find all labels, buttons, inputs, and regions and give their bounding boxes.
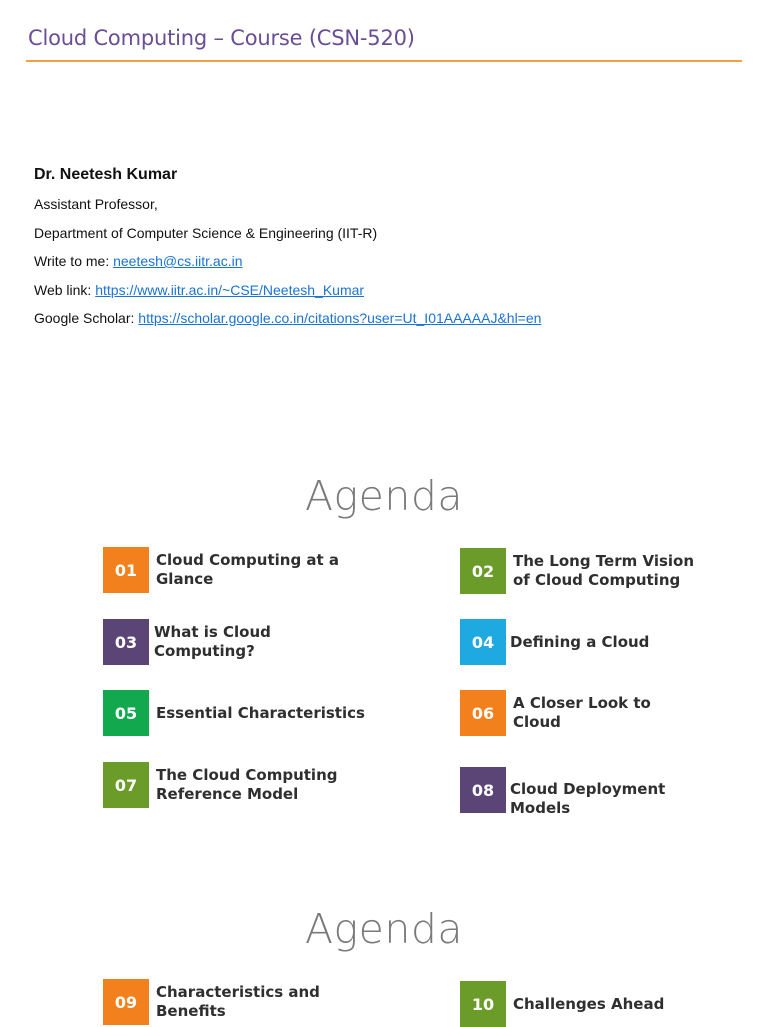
agenda-item <box>103 979 326 1025</box>
scholar-line <box>34 304 541 333</box>
agenda-item-label: Challenges Ahead <box>513 994 665 1013</box>
agenda-item <box>103 619 284 665</box>
agenda-number-badge: 08 <box>460 767 506 813</box>
agenda-number-badge: 02 <box>460 548 506 594</box>
scholar-link[interactable]: https://scholar.google.co.in/citations?user=Ut_I01AAAAAJ&hl=en <box>138 310 542 326</box>
agenda-item <box>460 548 713 594</box>
author-name: Dr. Neetesh Kumar <box>34 166 178 183</box>
agenda-item-label: Cloud Deployment Models <box>510 780 666 817</box>
agenda-heading: Agenda <box>304 905 463 953</box>
title-underline <box>26 60 742 62</box>
agenda-item <box>103 762 356 808</box>
agenda-number-badge: 04 <box>460 619 506 665</box>
author-department: Department of Computer Science & Engineering (IIT-R) <box>34 224 378 241</box>
agenda-number-badge: 03 <box>103 619 149 665</box>
agenda-item-label: Defining a Cloud <box>510 632 650 651</box>
agenda-item-label: Essential Characteristics <box>156 703 365 722</box>
agenda-number-badge: 09 <box>103 979 149 1025</box>
page-title: Cloud Computing – Course (CSN-520) <box>28 26 415 50</box>
agenda-number-badge: 01 <box>103 547 149 593</box>
agenda-item <box>460 690 653 736</box>
email-label: Write to me: <box>34 253 114 269</box>
agenda-item-label: A Closer Look to Cloud <box>513 694 651 731</box>
web-line <box>34 276 541 305</box>
contact-block <box>34 164 541 333</box>
web-label: Web link: <box>34 281 96 298</box>
agenda-item <box>460 762 670 818</box>
agenda-heading: Agenda <box>304 472 463 520</box>
email-line <box>34 247 541 276</box>
agenda-item-label: What is Cloud Computing? <box>154 623 271 660</box>
agenda-number-badge: 05 <box>103 690 149 736</box>
agenda-item-label: Cloud Computing at a Glance <box>156 551 340 588</box>
agenda-number-badge: 06 <box>460 690 506 736</box>
agenda-item <box>103 690 396 736</box>
agenda-item <box>460 981 713 1027</box>
email-link[interactable]: neetesh@cs.iitr.ac.in <box>113 253 243 269</box>
scholar-label: Google Scholar: <box>34 310 139 326</box>
author-position: Assistant Professor, <box>34 196 158 212</box>
agenda-item <box>460 619 710 665</box>
agenda-number-badge: 07 <box>103 762 149 808</box>
agenda-item <box>103 547 356 593</box>
agenda-number-badge: 10 <box>460 981 506 1027</box>
agenda-item-label: Characteristics and Benefits <box>156 983 320 1020</box>
agenda-item-label: The Cloud Computing Reference Model <box>156 766 338 803</box>
web-link[interactable]: https://www.iitr.ac.in/~CSE/Neetesh_Kumar <box>95 281 365 298</box>
agenda-item-label: The Long Term Vision of Cloud Computing <box>513 552 695 589</box>
